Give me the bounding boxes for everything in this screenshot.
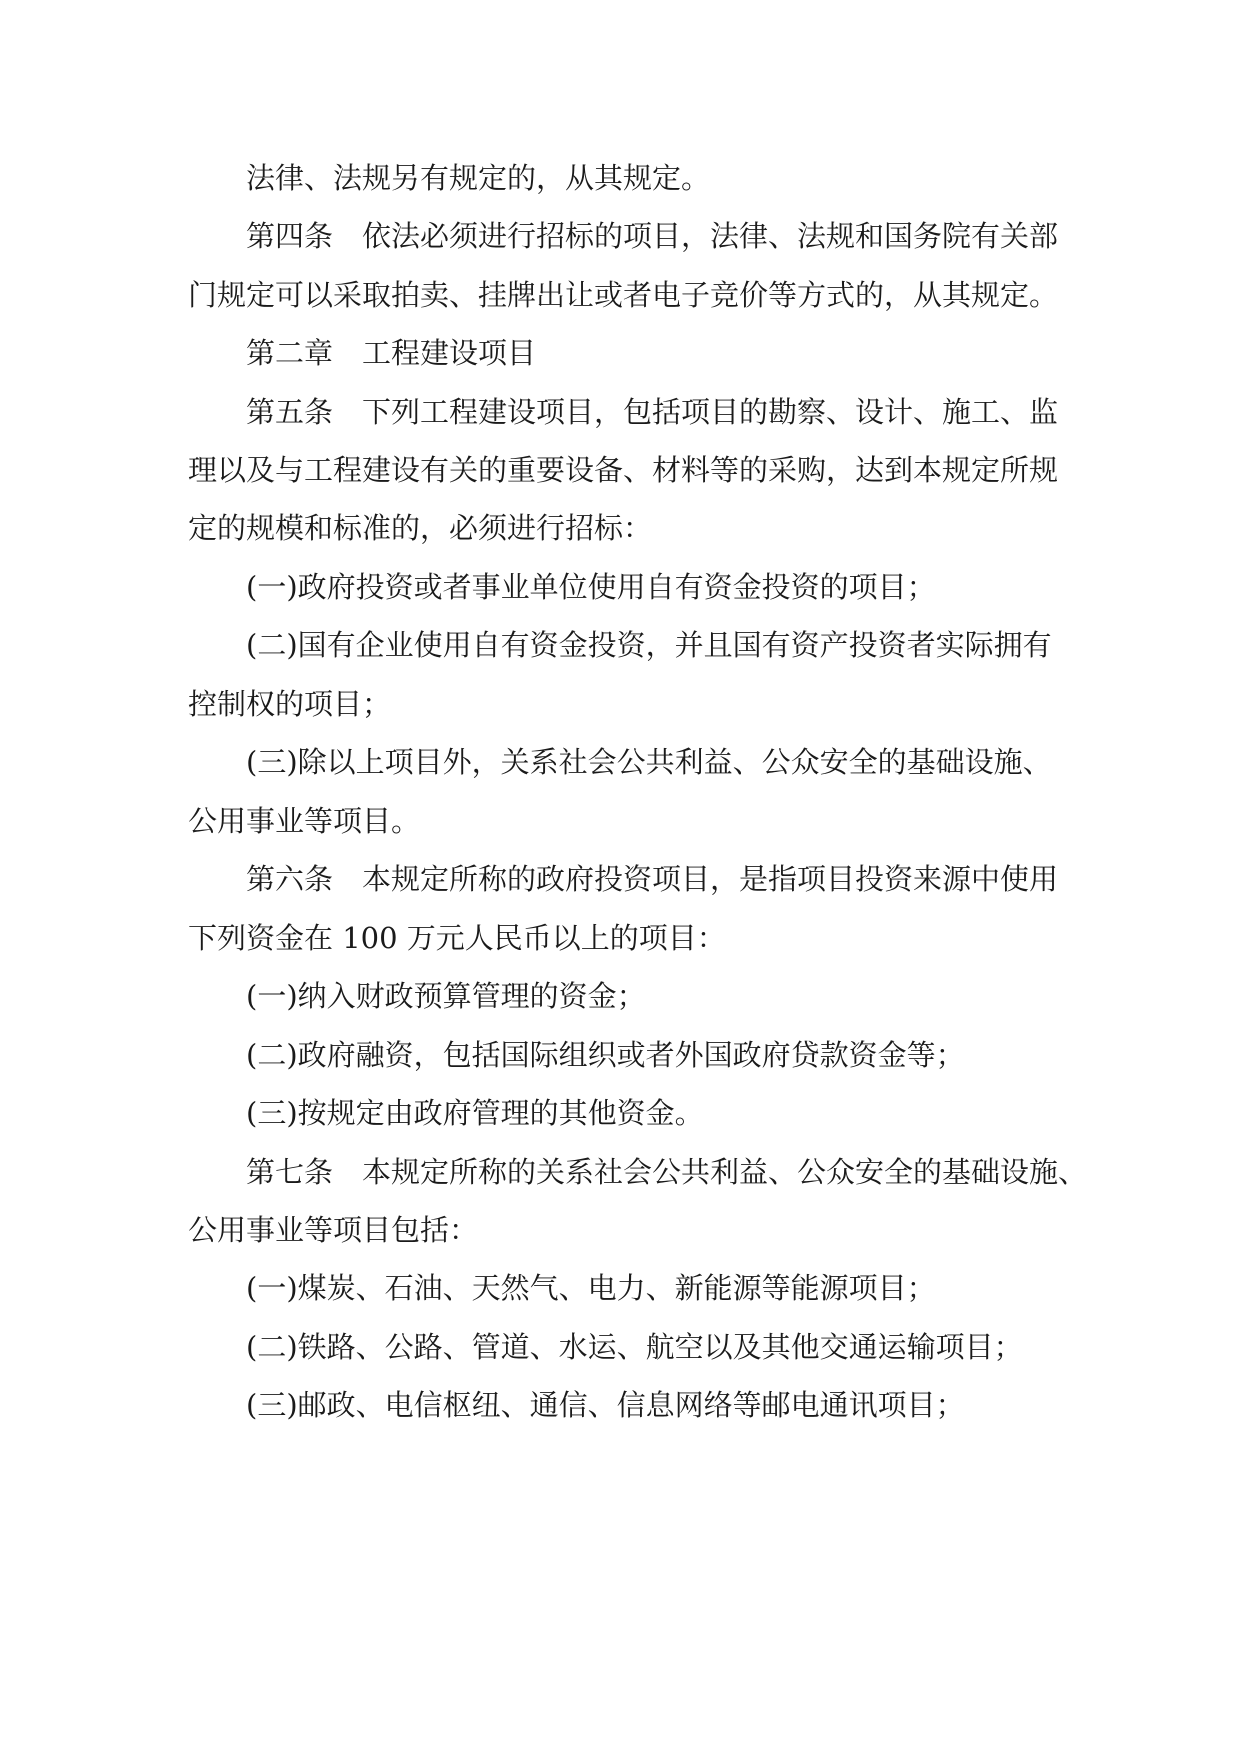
text-line: (三)按规定由政府管理的其他资金。 [246, 1096, 704, 1130]
text-line: 理以及与工程建设有关的重要设备、材料等的采购，达到本规定所规 [188, 453, 1059, 487]
text-line: (三)邮政、电信枢纽、通信、信息网络等邮电通讯项目； [246, 1388, 965, 1422]
text-line: 第六条 本规定所称的政府投资项目，是指项目投资来源中使用 [246, 862, 1059, 896]
text-line: 公用事业等项目。 [188, 804, 421, 838]
text-line: 定的规模和标准的，必须进行招标： [188, 511, 653, 545]
text-line: 门规定可以采取拍卖、挂牌出让或者电子竞价等方式的，从其规定。 [188, 278, 1059, 312]
text-line: (二)政府融资，包括国际组织或者外国政府贷款资金等； [246, 1038, 965, 1072]
text-line: 第四条 依法必须进行招标的项目，法律、法规和国务院有关部 [246, 219, 1059, 253]
text-line: 控制权的项目； [188, 687, 392, 721]
text-line: 第五条 下列工程建设项目，包括项目的勘察、设计、施工、监 [246, 395, 1059, 429]
text-line: (一)政府投资或者事业单位使用自有资金投资的项目； [246, 570, 936, 604]
text-line: 第七条 本规定所称的关系社会公共利益、公众安全的基础设施、 [246, 1155, 1088, 1189]
text-line: (一)纳入财政预算管理的资金； [246, 979, 646, 1013]
text-line: (三)除以上项目外，关系社会公共利益、公众安全的基础设施、 [246, 745, 1052, 779]
text-line: (一)煤炭、石油、天然气、电力、新能源等能源项目； [246, 1271, 936, 1305]
text-line: (二)铁路、公路、管道、水运、航空以及其他交通运输项目； [246, 1330, 1023, 1364]
text-line: 公用事业等项目包括： [188, 1213, 479, 1247]
text-line: (二)国有企业使用自有资金投资，并且国有资产投资者实际拥有 [246, 628, 1052, 662]
text-line: 下列资金在 100 万元人民币以上的项目： [188, 921, 726, 955]
chapter-heading: 第二章 工程建设项目 [246, 336, 537, 370]
text-line: 法律、法规另有规定的，从其规定。 [246, 161, 711, 195]
